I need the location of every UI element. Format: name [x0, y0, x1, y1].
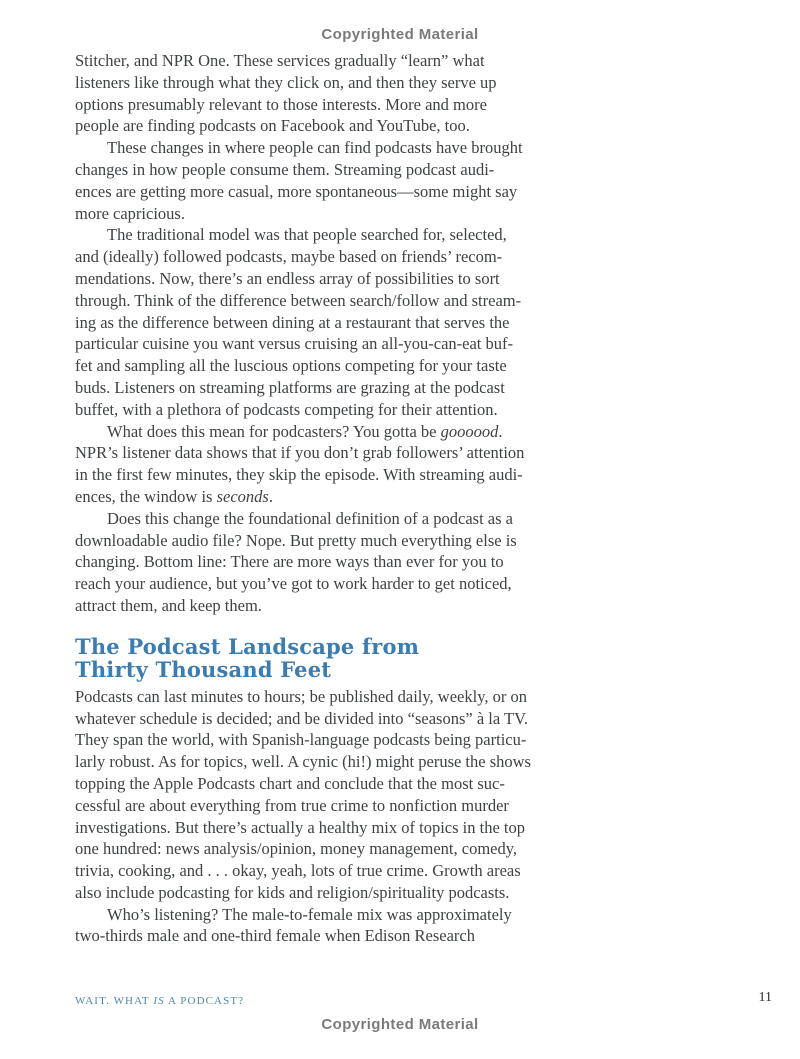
paragraph	[75, 50, 555, 137]
paragraph	[75, 904, 555, 948]
text-line: whatever schedule is decided; and be divided into “seasons” à la TV.	[75, 708, 529, 728]
text-line: trivia, cooking, and . . . okay, yeah, lots of true crime. Growth areas	[75, 861, 521, 881]
text-line: one hundred: news analysis/opinion, money management, comedy,	[75, 839, 518, 859]
text-line: buffet, with a plethora of podcasts competing for their attention.	[75, 399, 498, 419]
running-head	[75, 995, 244, 1007]
text-line: in the first few minutes, they skip the episode. With streaming audi-	[75, 465, 523, 485]
text-line: also include podcasting for kids and religion/spirituality podcasts.	[75, 882, 510, 902]
running-head-text: A PODCAST?	[164, 995, 245, 1007]
text-line: reach your audience, but you’ve got to work harder to get noticed,	[75, 574, 512, 594]
text-line: through. Think of the difference between search/follow and stream-	[75, 290, 522, 310]
text-line: particular cuisine you want versus cruising an all-you-can-eat buf-	[75, 334, 514, 354]
text-line: listeners like through what they click on, and then they serve up	[75, 72, 497, 92]
text-line: two-thirds male and one-third female when Edison Research	[75, 926, 475, 946]
text-line: downloadable audio file? Nope. But pretty much everything else is	[75, 530, 517, 550]
copyright-watermark-bottom: Copyrighted Material	[321, 1016, 479, 1033]
paragraph	[75, 224, 555, 420]
page-number: 11	[758, 990, 772, 1005]
text-line: NPR’s listener data shows that if you don’t grab followers’ attention	[75, 443, 525, 463]
running-head-text: WAIT. WHAT	[75, 995, 154, 1007]
body-column	[75, 50, 555, 947]
text-line: Does this change the foundational definition of a podcast as a	[107, 508, 513, 528]
section-heading	[75, 635, 555, 682]
text-line: cessful are about everything from true crime to nonfiction murder	[75, 795, 509, 815]
paragraph	[75, 686, 555, 904]
paragraph	[75, 508, 555, 617]
text-line: topping the Apple Podcasts chart and conclude that the most suc-	[75, 773, 505, 793]
text-line: changes in how people consume them. Streaming podcast audi-	[75, 159, 495, 179]
text-line: mendations. Now, there’s an endless array of possibilities to sort	[75, 268, 500, 288]
copyright-watermark-top: Copyrighted Material	[321, 26, 479, 43]
text-line: people are finding podcasts on Facebook and YouTube, too.	[75, 116, 470, 136]
text-line: Who’s listening? The male-to-female mix was approximately	[107, 904, 512, 924]
text-line: options presumably relevant to those interests. More and more	[75, 94, 487, 114]
text-line: attract them, and keep them.	[75, 595, 262, 615]
text-line: larly robust. As for topics, well. A cynic (hi!) might peruse the shows	[75, 752, 531, 772]
text-line: buds. Listeners on streaming platforms are grazing at the podcast	[75, 377, 505, 397]
section-heading-line: Thirty Thousand Feet	[75, 657, 332, 683]
section-heading-line: The Podcast Landscape from	[75, 633, 420, 659]
text-line: ences are getting more casual, more spontaneous—some might say	[75, 181, 518, 201]
text-line: fet and sampling all the luscious options competing for your taste	[75, 356, 507, 376]
paragraph	[75, 137, 555, 224]
text-line: What does this mean for podcasters? You gotta be goooood.	[107, 421, 503, 441]
running-head-italic: IS	[153, 995, 165, 1007]
text-line: changing. Bottom line: There are more ways than ever for you to	[75, 552, 504, 572]
text-line: ing as the difference between dining at a restaurant that serves the	[75, 312, 510, 332]
text-line: more capricious.	[75, 203, 185, 223]
paragraph	[75, 421, 555, 508]
text-line: investigations. But there’s actually a healthy mix of topics in the top	[75, 817, 525, 837]
text-line: ences, the window is seconds.	[75, 486, 273, 506]
text-line: These changes in where people can find podcasts have brought	[107, 138, 523, 158]
text-line: Podcasts can last minutes to hours; be published daily, weekly, or on	[75, 686, 527, 706]
text-line: The traditional model was that people searched for, selected,	[107, 225, 507, 245]
text-line: They span the world, with Spanish-language podcasts being particu-	[75, 730, 527, 750]
text-line: and (ideally) followed podcasts, maybe based on friends’ recom-	[75, 247, 503, 267]
text-line: Stitcher, and NPR One. These services gradually “learn” what	[75, 51, 485, 70]
